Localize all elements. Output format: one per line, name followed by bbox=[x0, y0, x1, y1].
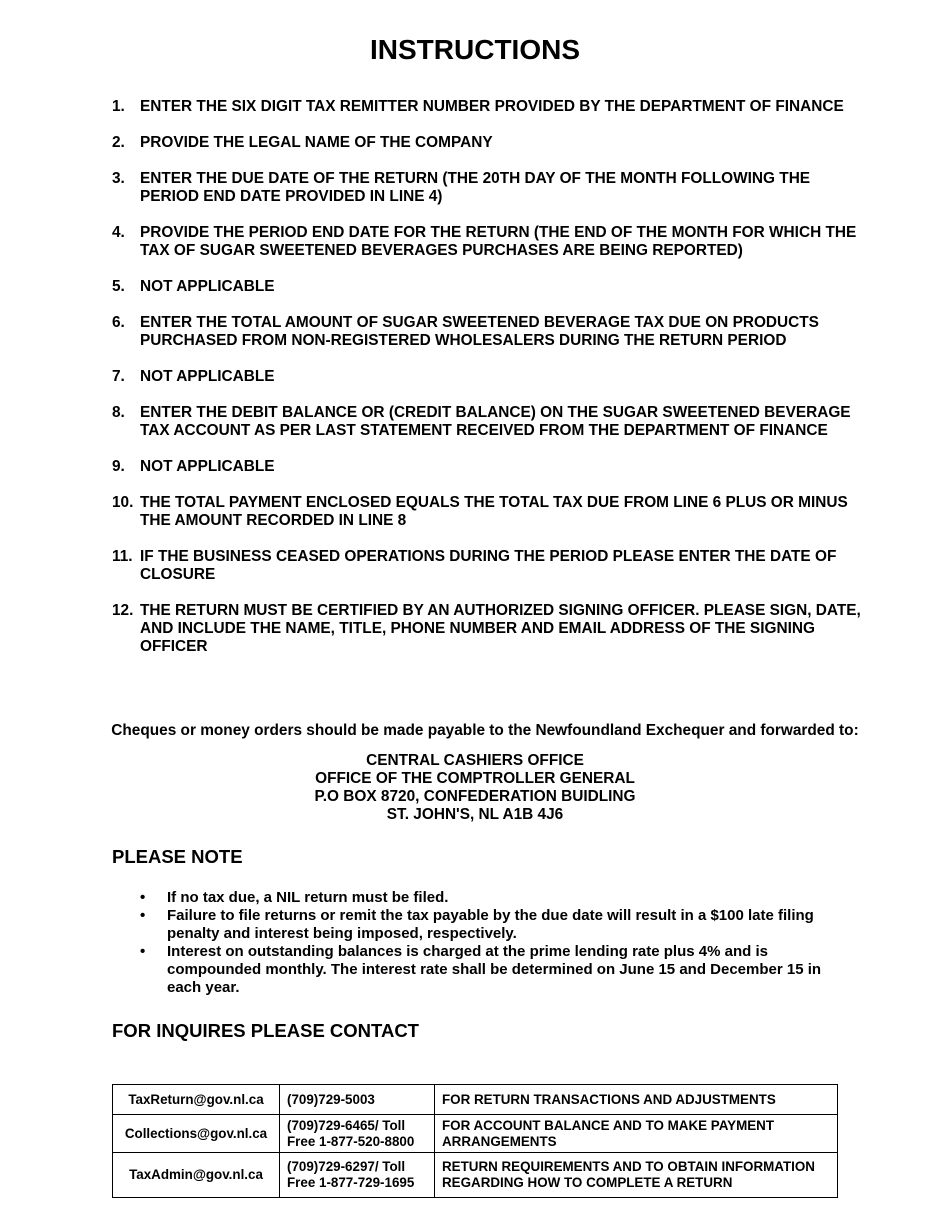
instruction-number: 6. bbox=[112, 314, 125, 331]
instruction-number: 11. bbox=[112, 548, 133, 565]
instruction-text: PROVIDE THE LEGAL NAME OF THE COMPANY bbox=[140, 134, 493, 151]
bullet-icon: • bbox=[140, 943, 146, 960]
mailing-address bbox=[0, 752, 950, 824]
please-note-heading: PLEASE NOTE bbox=[112, 846, 243, 867]
instruction-text: ENTER THE TOTAL AMOUNT OF SUGAR SWEETENED BEVERAGE TAX DUE ON PRODUCTS PURCHASED FROM NON-REGISTERED WHOLESALERS DURING THE RETURN PERIOD bbox=[140, 314, 819, 349]
instruction-item bbox=[112, 134, 872, 152]
note-text: Failure to file returns or remit the tax payable by the due date will result in a $100 late filing penalty and interest being imposed, respectively. bbox=[167, 907, 814, 942]
instruction-number: 2. bbox=[112, 134, 125, 151]
address-line: CENTRAL CASHIERS OFFICE bbox=[366, 752, 584, 769]
instruction-number: 12. bbox=[112, 602, 134, 619]
contact-table bbox=[112, 1084, 838, 1198]
note-item bbox=[140, 907, 840, 943]
page-title: INSTRUCTIONS bbox=[370, 34, 580, 65]
instruction-number: 5. bbox=[112, 278, 125, 295]
instruction-number: 10. bbox=[112, 494, 134, 511]
instruction-text: ENTER THE DEBIT BALANCE OR (CREDIT BALANCE) ON THE SUGAR SWEETENED BEVERAGE TAX ACCOUNT AS PER LAST STATEMENT RECEIVED FROM THE DEPARTMENT OF FINANCE bbox=[140, 404, 851, 439]
address-line: P.O BOX 8720, CONFEDERATION BUIDLING bbox=[314, 788, 636, 805]
contact-purpose: RETURN REQUIREMENTS AND TO OBTAIN INFORMATION REGARDING HOW TO COMPLETE A RETURN bbox=[435, 1153, 838, 1198]
instruction-text: NOT APPLICABLE bbox=[140, 458, 275, 475]
instruction-item bbox=[112, 98, 872, 116]
instruction-number: 3. bbox=[112, 170, 125, 187]
bullet-icon: • bbox=[140, 907, 146, 924]
instruction-text: NOT APPLICABLE bbox=[140, 278, 275, 295]
contact-phone: (709)729-6297/ Toll Free 1-877-729-1695 bbox=[280, 1153, 435, 1198]
note-text: If no tax due, a NIL return must be filed. bbox=[167, 889, 449, 906]
instruction-text: IF THE BUSINESS CEASED OPERATIONS DURING THE PERIOD PLEASE ENTER THE DATE OF CLOSURE bbox=[140, 548, 837, 583]
instruction-text: THE TOTAL PAYMENT ENCLOSED EQUALS THE TOTAL TAX DUE FROM LINE 6 PLUS OR MINUS THE AMOUNT RECORDED IN LINE 8 bbox=[140, 494, 848, 529]
table-row bbox=[113, 1085, 838, 1115]
contact-email: TaxAdmin@gov.nl.ca bbox=[113, 1153, 280, 1198]
instruction-item bbox=[112, 548, 872, 584]
instruction-number: 9. bbox=[112, 458, 125, 475]
instruction-number: 8. bbox=[112, 404, 125, 421]
instruction-text: THE RETURN MUST BE CERTIFIED BY AN AUTHORIZED SIGNING OFFICER. PLEASE SIGN, DATE, AND INCLUDE THE NAME, TITLE, PHONE NUMBER AND EMAIL ADDRESS OF THE SIGNING OFFICER bbox=[140, 602, 861, 655]
instruction-item bbox=[112, 494, 872, 530]
instruction-item bbox=[112, 602, 872, 656]
address-line: ST. JOHN'S, NL A1B 4J6 bbox=[386, 806, 564, 823]
contact-email: Collections@gov.nl.ca bbox=[113, 1115, 280, 1153]
contact-email: TaxReturn@gov.nl.ca bbox=[113, 1085, 280, 1115]
note-item bbox=[140, 943, 840, 997]
contact-heading: FOR INQUIRES PLEASE CONTACT bbox=[112, 1020, 419, 1041]
contact-purpose: FOR ACCOUNT BALANCE AND TO MAKE PAYMENT ARRANGEMENTS bbox=[435, 1115, 838, 1153]
instruction-text: PROVIDE THE PERIOD END DATE FOR THE RETURN (THE END OF THE MONTH FOR WHICH THE TAX OF SUGAR SWEETENED BEVERAGES PURCHASES ARE BEING REPORTED) bbox=[140, 224, 857, 259]
instruction-text: ENTER THE DUE DATE OF THE RETURN (THE 20TH DAY OF THE MONTH FOLLOWING THE PERIOD END DATE PROVIDED IN LINE 4) bbox=[140, 170, 811, 205]
contact-phone: (709)729-6465/ Toll Free 1-877-520-8800 bbox=[280, 1115, 435, 1153]
instruction-number: 7. bbox=[112, 368, 125, 385]
instruction-item bbox=[112, 170, 872, 206]
instruction-item bbox=[112, 458, 872, 476]
instructions-list bbox=[112, 98, 872, 674]
address-line: OFFICE OF THE COMPTROLLER GENERAL bbox=[315, 770, 635, 787]
cheques-payable-note: Cheques or money orders should be made payable to the Newfoundland Exchequer and forwarded to: bbox=[111, 722, 859, 739]
table-row bbox=[113, 1153, 838, 1198]
instruction-item bbox=[112, 314, 872, 350]
table-row bbox=[113, 1115, 838, 1153]
instruction-text: NOT APPLICABLE bbox=[140, 368, 275, 385]
please-note-list bbox=[140, 889, 840, 997]
instruction-text: ENTER THE SIX DIGIT TAX REMITTER NUMBER PROVIDED BY THE DEPARTMENT OF FINANCE bbox=[140, 98, 844, 115]
bullet-icon: • bbox=[140, 889, 146, 906]
note-item bbox=[140, 889, 840, 907]
instruction-item bbox=[112, 404, 872, 440]
instruction-number: 4. bbox=[112, 224, 125, 241]
instruction-item bbox=[112, 278, 872, 296]
instruction-item bbox=[112, 224, 872, 260]
note-text: Interest on outstanding balances is charged at the prime lending rate plus 4% and is compounded monthly. The interest rate shall be determined on June 15 and December 15 in each year. bbox=[167, 943, 822, 996]
contact-purpose: FOR RETURN TRANSACTIONS AND ADJUSTMENTS bbox=[435, 1085, 838, 1115]
instruction-number: 1. bbox=[112, 98, 125, 115]
contact-phone: (709)729-5003 bbox=[280, 1085, 435, 1115]
instruction-item bbox=[112, 368, 872, 386]
